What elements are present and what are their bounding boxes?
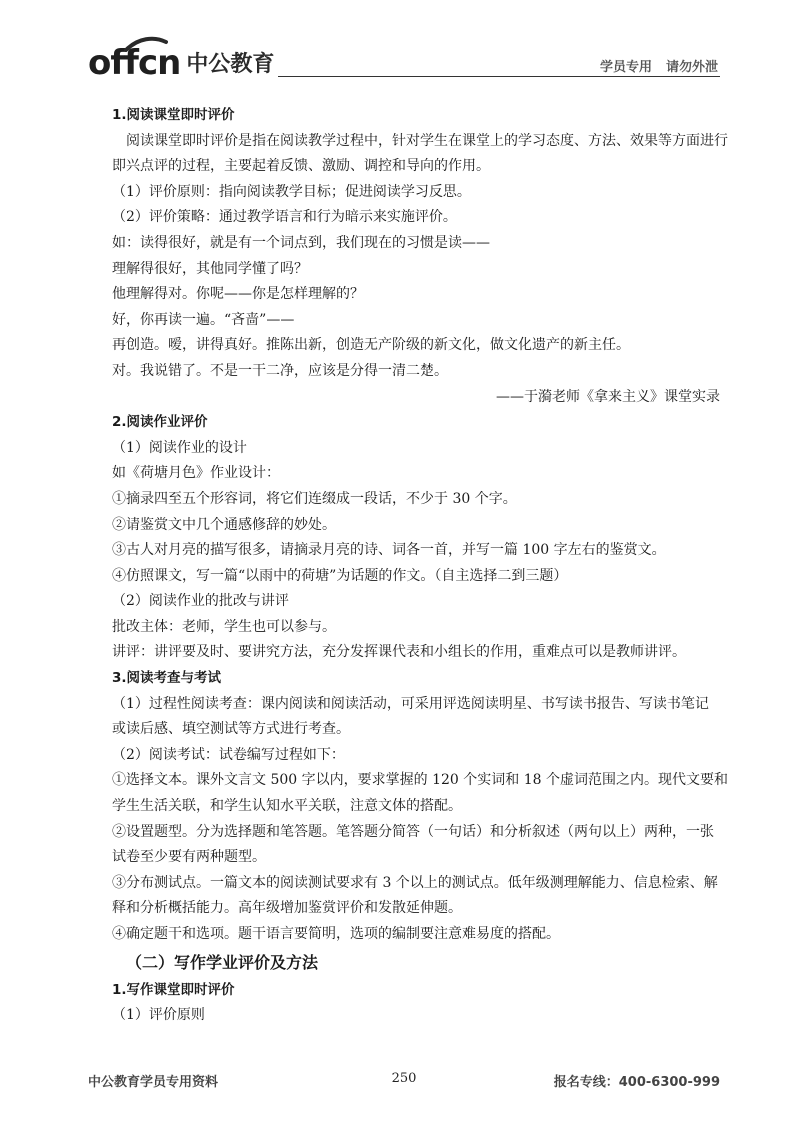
page-number: 250 [391,1071,417,1086]
paragraph-line: 阅读课堂即时评价是指在阅读教学过程中，针对学生在课堂上的学习态度、方法、效果等方面进行 [126,132,728,149]
paragraph-line: 或读后感、填空测试等方式进行考查。 [112,721,350,738]
example-line: 理解得很好，其他同学懂了吗？ [112,260,308,277]
footer-hotline: 报名专线：400-6300-999 [553,1075,720,1090]
header-tag-students-only: 学员专用 [599,60,652,75]
paragraph-line: 即兴点评的过程，主要起着反馈、激励、调控和导向的作用。 [112,158,490,175]
section-heading: 2.阅读作业评价 [112,414,208,431]
example-line: 他理解得对。你呢——你是怎样理解的？ [112,286,364,303]
logo-swoosh-icon [124,36,168,52]
footer-material-label: 中公教育学员专用资料 [88,1075,219,1090]
paragraph-line: ③分布测试点。一篇文本的阅读测试要求有 3 个以上的测试点。低年级测理解能力、信息检索、解 [112,874,718,891]
paragraph-line: （2）评价策略：通过教学语言和行为暗示来实施评价。 [112,209,457,226]
example-line: 如：读得很好，就是有一个词点到，我们现在的习惯是读—— [112,234,490,251]
paragraph-line: ②设置题型。分为选择题和笔答题。笔答题分简答（一句话）和分析叙述（两句以上）两种，一张 [112,823,714,840]
paragraph-line: 试卷至少要有两种题型。 [112,849,266,866]
paragraph-line: ①选择文本。课外文言文 500 字以内，要求掌握的 120 个实词和 18 个虚词范围之内。现代文要和 [112,772,728,789]
paragraph-line: ④确定题干和选项。题干语言要简明，选项的编制要注意难易度的搭配。 [112,926,560,942]
logo-wordmark: offcn [88,43,181,83]
chapter-heading: （二）写作学业评价及方法 [126,952,319,972]
header-tags [600,56,718,75]
paragraph-line: 讲评：讲评要及时、要讲究方法，充分发挥课代表和小组长的作用，重难点可以是教师讲评。 [112,644,686,661]
example-line: ②请鉴赏文中几个通感修辞的妙处。 [112,516,336,533]
example-line: 对。我说错了。不是一干二净，应该是分得一清二楚。 [112,362,448,379]
page-footer [88,1071,720,1091]
paragraph-line: （1）阅读作业的设计 [112,439,247,456]
example-line: ③古人对月亮的描写很多，请摘录月亮的诗、词各一首，并写一篇 100 字左右的鉴赏文。 [112,542,666,559]
offcn-logo [88,40,275,83]
example-line: ④仿照课文，写一篇“以雨中的荷塘”为话题的作文。（自主选择二到三题） [112,567,568,584]
section-heading: 3.阅读考查与考试 [112,670,222,687]
header-rule [278,76,720,77]
header-tag-no-leak: 请勿外泄 [665,60,718,75]
paragraph-line: 学生生活关联，和学生认知水平关联，注意文体的搭配。 [112,798,462,815]
page-header [88,40,720,83]
paragraph-line: （1）过程性阅读考查：课内阅读和阅读活动，可采用评选阅读明星、书写读书报告、写读书笔记 [112,695,709,712]
example-line: 再创造。嗳，讲得真好。推陈出新，创造无产阶级的新文化，做文化遗产的新主任。 [112,337,630,354]
section-heading: 1.写作课堂即时评价 [112,981,235,998]
logo-chinese-name: 中公教育 [186,52,275,77]
attribution-line: ——于漪老师《拿来主义》课堂实录 [496,388,720,405]
example-line: 好，你再读一遍。“吝啬”—— [112,311,295,328]
paragraph-line: （1）评价原则：指向阅读教学目标；促进阅读学习反思。 [112,183,471,200]
example-line: 如《荷塘月色》作业设计： [112,465,280,482]
paragraph-line: （2）阅读考试：试卷编写过程如下： [112,746,345,763]
paragraph-line: （1）评价原则 [112,1007,205,1024]
example-line: ①摘录四至五个形容词，将它们连缀成一段话，不少于 30 个字。 [112,490,517,507]
section-heading: 1.阅读课堂即时评价 [112,107,235,123]
paragraph-line: （2）阅读作业的批改与讲评 [112,593,289,610]
paragraph-line: 批改主体：老师，学生也可以参与。 [112,618,336,635]
page-body [112,103,728,1029]
paragraph-line: 释和分析概括能力。高年级增加鉴赏评价和发散延伸题。 [112,900,462,917]
